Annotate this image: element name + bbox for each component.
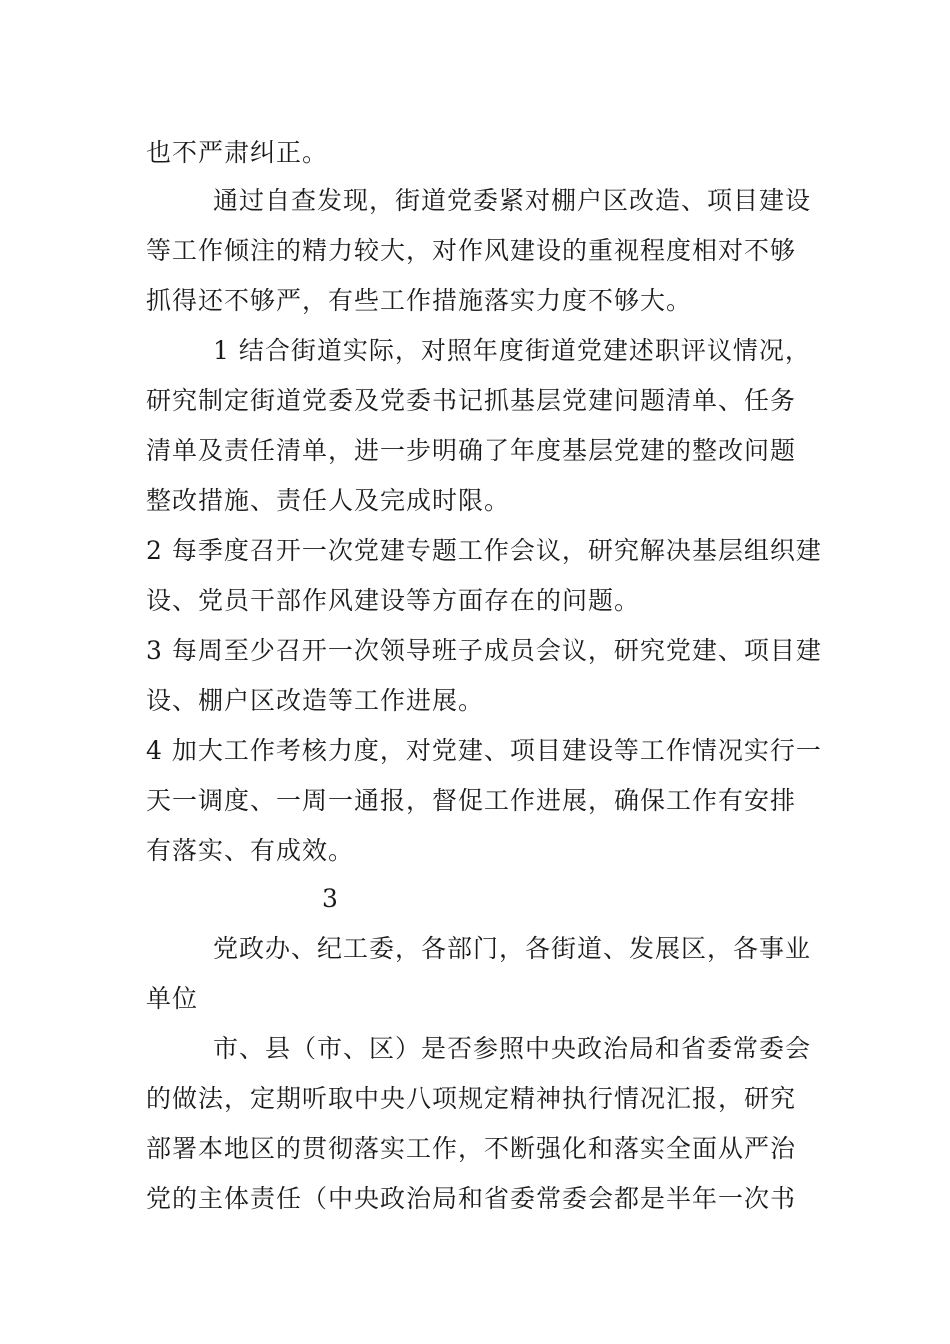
text-line-11: 3 每周至少召开一次领导班子成员会议，研究党建、项目建 — [146, 636, 822, 665]
text-line-18: 单位 — [146, 984, 199, 1013]
text-line-19: 市、县（市、区）是否参照中央政治局和省委常委会 — [213, 1034, 812, 1063]
text-line-22: 党的主体责任（中央政治局和省委常委会都是半年一次书 — [146, 1184, 797, 1213]
text-line-3: 等工作倾注的精力较大，对作风建设的重视程度相对不够 — [146, 236, 797, 265]
text-line-5: 1 结合街道实际，对照年度街道党建述职评议情况， — [213, 336, 811, 365]
text-line-12: 设、棚户区改造等工作进展。 — [146, 686, 485, 715]
text-line-13: 4 加大工作考核力度，对党建、项目建设等工作情况实行一 — [146, 736, 822, 765]
text-line-7: 清单及责任清单，进一步明确了年度基层党建的整改问题 — [146, 436, 797, 465]
text-line-8: 整改措施、责任人及完成时限。 — [146, 486, 511, 515]
text-line-21: 部署本地区的贯彻落实工作，不断强化和落实全面从严治 — [146, 1134, 797, 1163]
text-line-2: 通过自查发现，街道党委紧对棚户区改造、项目建设 — [213, 186, 812, 215]
text-line-4: 抓得还不够严，有些工作措施落实力度不够大。 — [146, 286, 693, 315]
text-line-15: 有落实、有成效。 — [146, 836, 355, 865]
text-line-10: 设、党员干部作风建设等方面存在的问题。 — [146, 586, 641, 615]
text-line-14: 天一调度、一周一通报，督促工作进展，确保工作有安排 — [146, 786, 797, 815]
text-line-1: 也不严肃纠正。 — [146, 138, 329, 167]
text-line-9: 2 每季度召开一次党建专题工作会议，研究解决基层组织建 — [146, 536, 822, 565]
text-line-20: 的做法，定期听取中央八项规定精神执行情况汇报，研究 — [146, 1084, 797, 1113]
text-line-6: 研究制定街道党委及党委书记抓基层党建问题清单、任务 — [146, 386, 797, 415]
text-line-17: 党政办、纪工委，各部门，各街道、发展区，各事业 — [213, 934, 812, 963]
section-number: 3 — [322, 884, 339, 913]
